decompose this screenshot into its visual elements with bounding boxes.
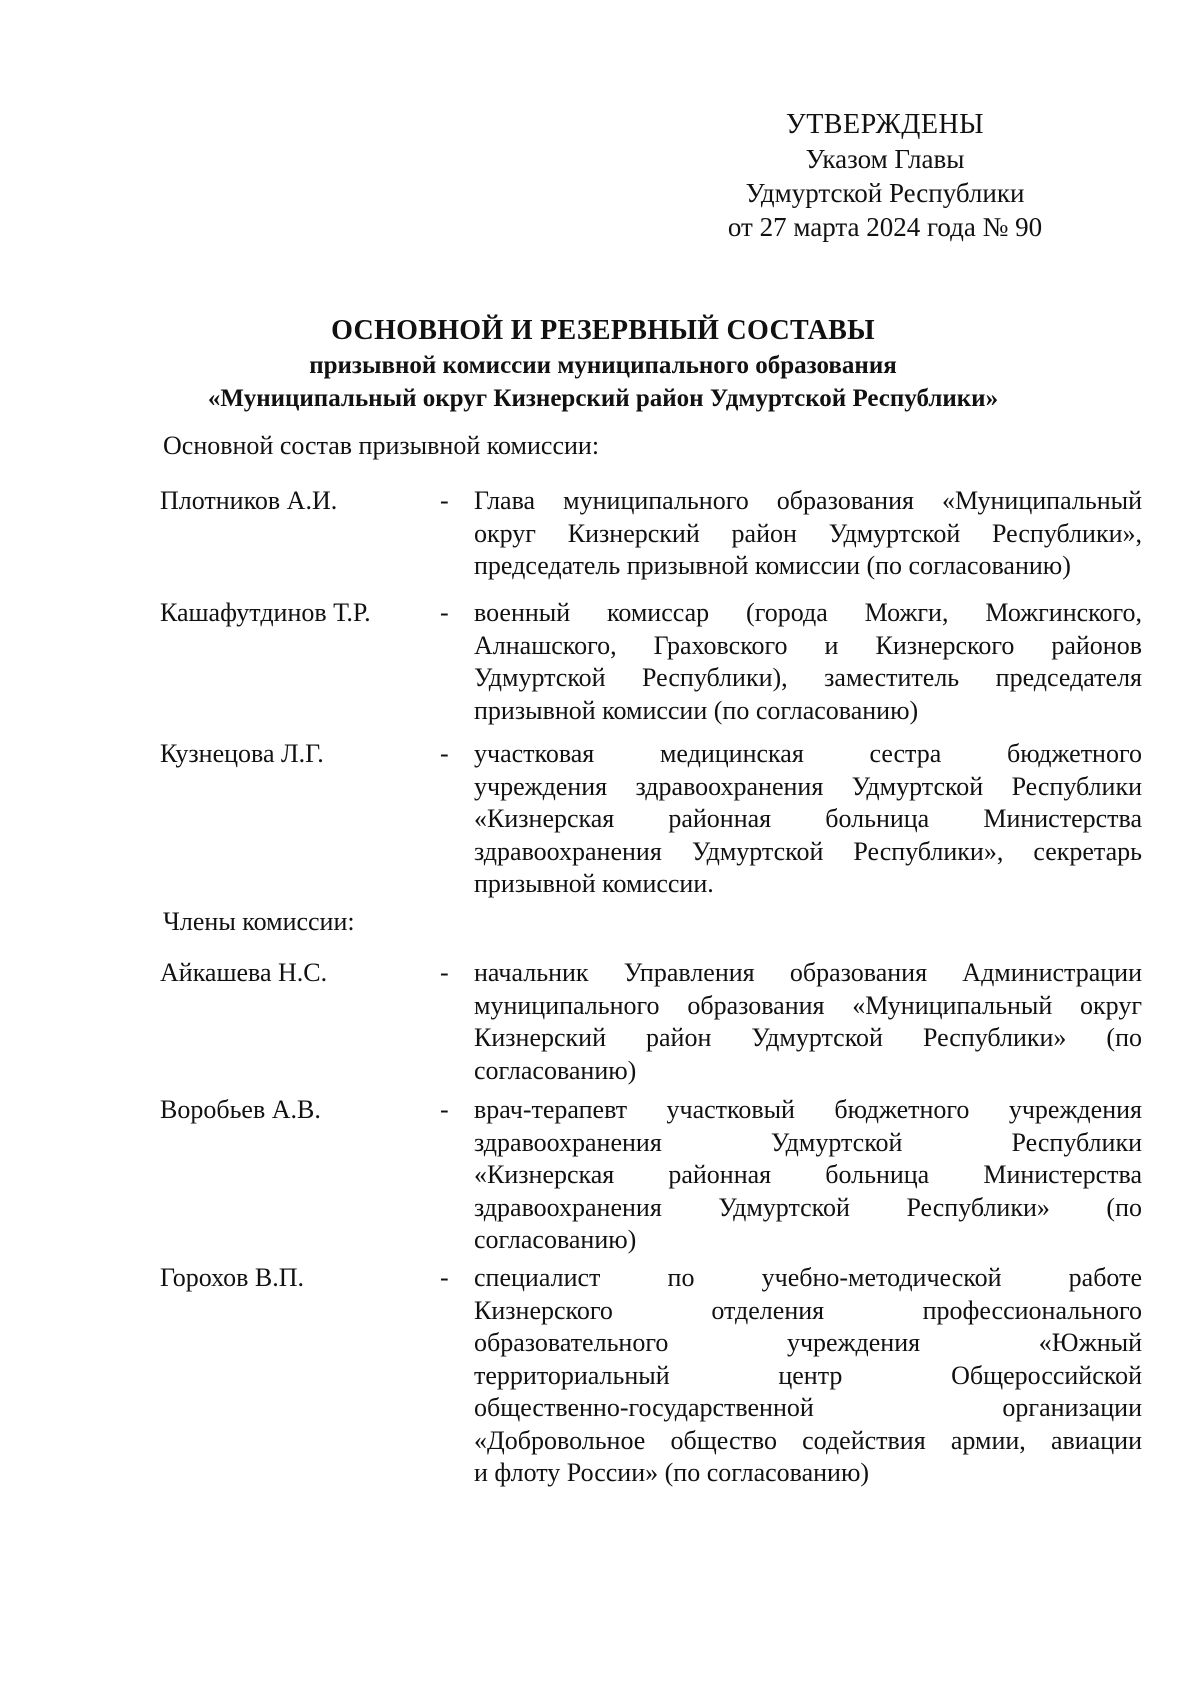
- position-line: округ Кизнерский район Удмуртской Республики»,: [474, 518, 1142, 548]
- position-line: и флоту России» (по согласованию): [474, 1458, 870, 1487]
- separator-dash: -: [440, 598, 449, 627]
- approval-stamp-block: [715, 108, 1055, 244]
- position-line: учреждения здравоохранения Удмуртской Республики: [474, 771, 1142, 801]
- approval-decree: Указом Главы: [805, 144, 965, 174]
- member-position: [474, 1262, 1142, 1490]
- main-composition-label: Основной состав призывной комиссии:: [163, 431, 600, 460]
- position-line: специалист по учебно-методической работе: [474, 1263, 1142, 1292]
- position-line: начальник Управления образования Администрации: [474, 958, 1142, 987]
- position-line: председатель призывной комиссии (по согласованию): [474, 551, 1071, 580]
- position-line: призывной комиссии.: [474, 869, 714, 898]
- position-line: Алнашского, Граховского и Кизнерского районов: [474, 630, 1142, 660]
- position-line: врач-терапевт участковый бюджетного учреждения: [474, 1095, 1142, 1124]
- member-position: [474, 957, 1142, 1087]
- separator-dash: -: [440, 486, 449, 515]
- title-subtitle-2: «Муниципальный округ Кизнерский район Удмуртской Республики»: [207, 385, 999, 412]
- position-line: Глава муниципального образования «Муниципальный: [474, 486, 1142, 515]
- position-line: общественно-государственной организации: [474, 1393, 1142, 1422]
- member-position: [474, 485, 1142, 583]
- position-line: Удмуртской Республики), заместитель председателя: [474, 663, 1142, 692]
- position-line: «Кизнерская районная больница Министерства: [474, 804, 1142, 833]
- separator-dash: -: [440, 739, 449, 768]
- approval-heading: УТВЕРЖДЕНЫ: [785, 109, 985, 140]
- separator-dash: -: [440, 1095, 449, 1124]
- document-title: [150, 313, 1056, 415]
- position-line: здравоохранения Удмуртской Республики», секретарь: [474, 836, 1142, 866]
- approval-authority: Удмуртской Республики: [745, 178, 1025, 208]
- member-name: Плотников А.И.: [160, 486, 338, 515]
- title-main: ОСНОВНОЙ И РЕЗЕРВНЫЙ СОСТАВЫ: [331, 315, 875, 346]
- position-line: Кизнерский район Удмуртской Республики» (по: [474, 1023, 1142, 1052]
- member-name: Горохов В.П.: [160, 1263, 305, 1292]
- position-line: призывной комиссии (по согласованию): [474, 695, 919, 725]
- title-subtitle-1: призывной комиссии муниципального образования: [309, 352, 897, 379]
- position-line: «Кизнерская районная больница Министерства: [474, 1160, 1142, 1189]
- members-label: Члены комиссии:: [163, 907, 355, 936]
- position-line: муниципального образования «Муниципальный округ: [474, 990, 1142, 1020]
- member-position: [474, 1094, 1142, 1257]
- member-position: [474, 738, 1142, 901]
- member-name: Айкашева Н.С.: [160, 958, 328, 987]
- position-line: согласованию): [474, 1055, 637, 1085]
- separator-dash: -: [440, 958, 449, 987]
- position-line: участковая медицинская сестра бюджетного: [474, 739, 1142, 768]
- member-name: Кузнецова Л.Г.: [160, 739, 324, 768]
- position-line: «Добровольное общество содействия армии, авиации: [474, 1425, 1142, 1455]
- member-position: [474, 597, 1142, 727]
- position-line: здравоохранения Удмуртской Республики» (по: [474, 1192, 1142, 1222]
- member-name: Воробьев А.В.: [160, 1095, 321, 1124]
- position-line: образовательного учреждения «Южный: [474, 1328, 1142, 1357]
- separator-dash: -: [440, 1263, 449, 1292]
- position-line: Кизнерского отделения профессионального: [474, 1295, 1142, 1325]
- position-line: военный комиссар (города Можги, Можгинского,: [474, 598, 1142, 627]
- position-line: согласованию): [474, 1225, 637, 1254]
- position-line: территориальный центр Общероссийской: [474, 1360, 1142, 1390]
- member-name: Кашафутдинов Т.Р.: [160, 598, 371, 627]
- approval-date-number: от 27 марта 2024 года № 90: [727, 212, 1043, 242]
- position-line: здравоохранения Удмуртской Республики: [474, 1127, 1142, 1157]
